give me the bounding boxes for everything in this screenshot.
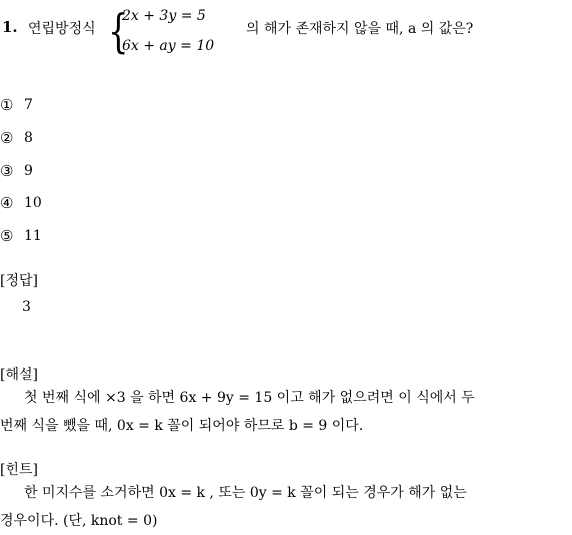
hint-line-1: 한 미지수를 소거하면 0x = k , 또는 0y = k 꼴이 되는 경우가 해가 없는	[24, 485, 467, 501]
equation-2: 6x + ay = 10	[122, 38, 215, 54]
choice-2[interactable]	[0, 128, 33, 148]
equation-1: 2x + 3y = 5	[122, 8, 206, 24]
choice-5-value: 11	[24, 228, 42, 244]
choice-5[interactable]	[0, 226, 42, 246]
explanation-label: [해설]	[0, 367, 38, 383]
hint-label: [힌트]	[0, 462, 38, 478]
choice-5-mark: ⑤	[0, 227, 14, 245]
question-stem	[2, 4, 572, 66]
system-brace-icon: {	[108, 4, 129, 58]
choice-2-mark: ②	[0, 129, 14, 147]
choice-3-mark: ③	[0, 162, 14, 180]
choice-1-value: 7	[24, 97, 33, 113]
choice-4-mark: ④	[0, 194, 14, 212]
question-prefix: 연립방정식	[28, 21, 96, 37]
answer-label: [정답]	[0, 273, 38, 289]
explanation-body	[0, 384, 572, 440]
choice-1-mark: ①	[0, 96, 14, 114]
question-number: 1.	[2, 18, 18, 36]
question-suffix: 의 해가 존재하지 않을 때, a 의 값은?	[246, 21, 474, 37]
choice-4[interactable]	[0, 193, 42, 213]
choice-3[interactable]	[0, 161, 33, 181]
hint-line-2: 경우이다. (단, knot = 0)	[0, 513, 158, 529]
choice-1[interactable]	[0, 95, 33, 115]
choice-4-value: 10	[24, 195, 42, 211]
choice-2-value: 8	[24, 130, 33, 146]
hint-body	[0, 479, 572, 535]
choice-3-value: 9	[24, 163, 33, 179]
explanation-line-2: 번째 식을 뺐을 때, 0x = k 꼴이 되어야 하므로 b = 9 이다.	[0, 418, 364, 434]
answer-value: 3	[22, 299, 31, 315]
explanation-line-1: 첫 번째 식에 ×3 을 하면 6x + 9y = 15 이고 해가 없으려면 이 식에서 두	[24, 390, 475, 406]
